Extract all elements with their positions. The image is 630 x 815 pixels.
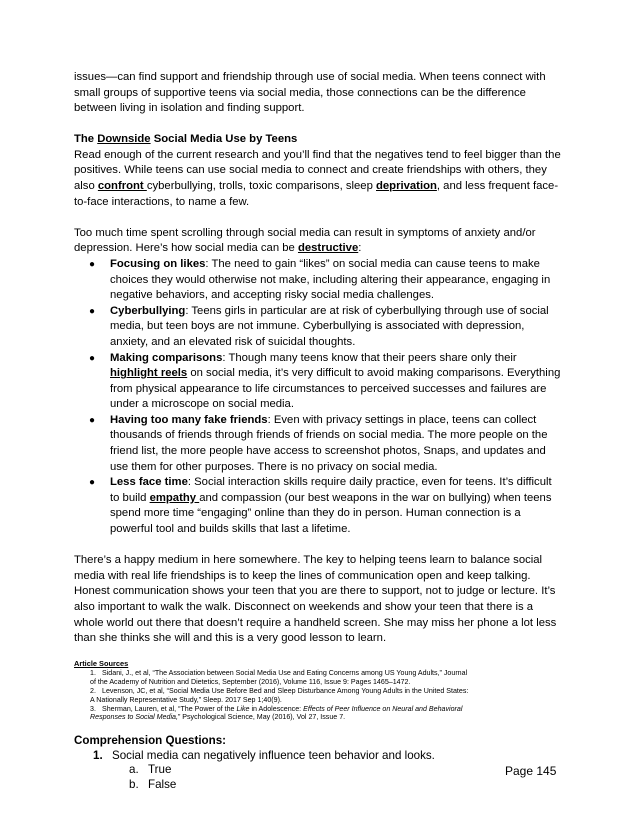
link-destructive[interactable]: destructive bbox=[297, 242, 359, 255]
list-item: ● Cyberbullying: Teens girls in particular are at risk of cyberbullying through use of social media, but teen boys are not immune. Cyberbullying is associated with depression, anxiety, and an elevated risk of suicidal thoughts. bbox=[110, 304, 564, 351]
link-deprivation[interactable]: deprivation bbox=[376, 180, 437, 193]
downside-paragraph-1: Read enough of the current research and you’ll find that the negatives tend to feel bigger than the positives. While teens can use social media to connect and create friendships with others, they also confront cyberbullying, trolls, toxic comparisons, sleep deprivation, and less frequent face-to-face interactions, to name a few. bbox=[74, 148, 561, 208]
article-sources bbox=[74, 660, 564, 723]
heading-link-downside[interactable]: Downside bbox=[97, 133, 151, 146]
link-empathy[interactable]: empathy bbox=[149, 491, 200, 504]
link-confront[interactable]: confront bbox=[97, 180, 147, 193]
page-number: Page 145 bbox=[505, 764, 557, 778]
comprehension-title: Comprehension Questions: bbox=[74, 734, 227, 748]
list-item: ● Making comparisons: Though many teens know that their peers share only their highlight reels on social media, it’s very difficult to avoid making comparisons. Everything from physical appearance to life circumstances to perceived successes and failures are under a microscope on social media. bbox=[110, 351, 564, 413]
sources-title: Article Sources bbox=[74, 658, 129, 668]
list-item: ● Having too many fake friends: Even with privacy settings in place, teens can collect thousands of friends through friends of friends on social media. The more people on the friend list, the more people have access to screenshot photos, Snaps, and updates and use them for other purposes. There is no privacy on social media. bbox=[110, 413, 564, 475]
source-item: 3. Sherman, Lauren, et al, “The Power of the Like in Adolescence: Effects of Peer Influence on Neural and Behavioral Responses to Social Media,” Psychological Science, May (2016), Vol 27, Issue 7. bbox=[90, 704, 463, 722]
list-item: ● Less face time: Social interaction skills require daily practice, even for teens. It’s difficult to build empathy and compassion (our best weapons in the war on bullying) when teens spend more time “engaging” online than they do in person. Human connection is a powerful tool and builds skills that last a lifetime. bbox=[110, 475, 564, 537]
source-item: 2. Levenson, JC, et al, “Social Media Use Before Bed and Sleep Disturbance Among Young Adults in the United States: A Nationally Representative Study,” Sleep. 2017 Sep 1;40(9). bbox=[90, 687, 469, 704]
source-item: 1. Sidani, J., et al, “The Association between Social Media Use and Eating Concerns among US Young Adults,” Journal of the Academy of Nutrition and Dietetics, September (2016), Volume 116, Issue 9: Pages 1465–1472. bbox=[90, 669, 468, 687]
question-1: 1. Social media can negatively influence teen behavior and looks. bbox=[93, 748, 435, 762]
closing-paragraph: There’s a happy medium in here somewhere. The key to helping teens learn to balance social media with real life friendships is to keep the lines of communication open and keep talking. Honest communication shows your teen that you are there to support, not to judge or lecture. It’s also important to walk the walk. Disconnect on weekends and show your teen that there is a whole world out there that doesn’t require a handheld screen. She may miss her phone a lot less than she thinks she will and this is a very good lesson to learn. bbox=[74, 554, 557, 645]
downside-paragraph-2: Too much time spent scrolling through social media can result in symptoms of anxiety and/or depression. Here’s how social media can be destructive: bbox=[74, 226, 536, 255]
option-a: a. True bbox=[129, 763, 172, 777]
intro-paragraph: issues—can find support and friendship through use of social media. When teens connect with small groups of supportive teens via social media, those connections can be the difference between living in isolation and finding support. bbox=[74, 71, 546, 115]
link-highlight-reels[interactable]: highlight reels bbox=[110, 367, 188, 380]
body-text bbox=[74, 70, 564, 793]
comprehension-questions bbox=[74, 734, 564, 792]
effects-list bbox=[74, 257, 564, 538]
option-b: b. False bbox=[129, 778, 177, 792]
section-heading: The Downside Social Media Use by Teens bbox=[74, 133, 298, 146]
list-item: ● Focusing on likes: The need to gain “likes” on social media can cause teens to make choices they would otherwise not make, including altering their appearance, engaging in negative behaviors, and accepting risky social media challenges. bbox=[110, 257, 564, 304]
